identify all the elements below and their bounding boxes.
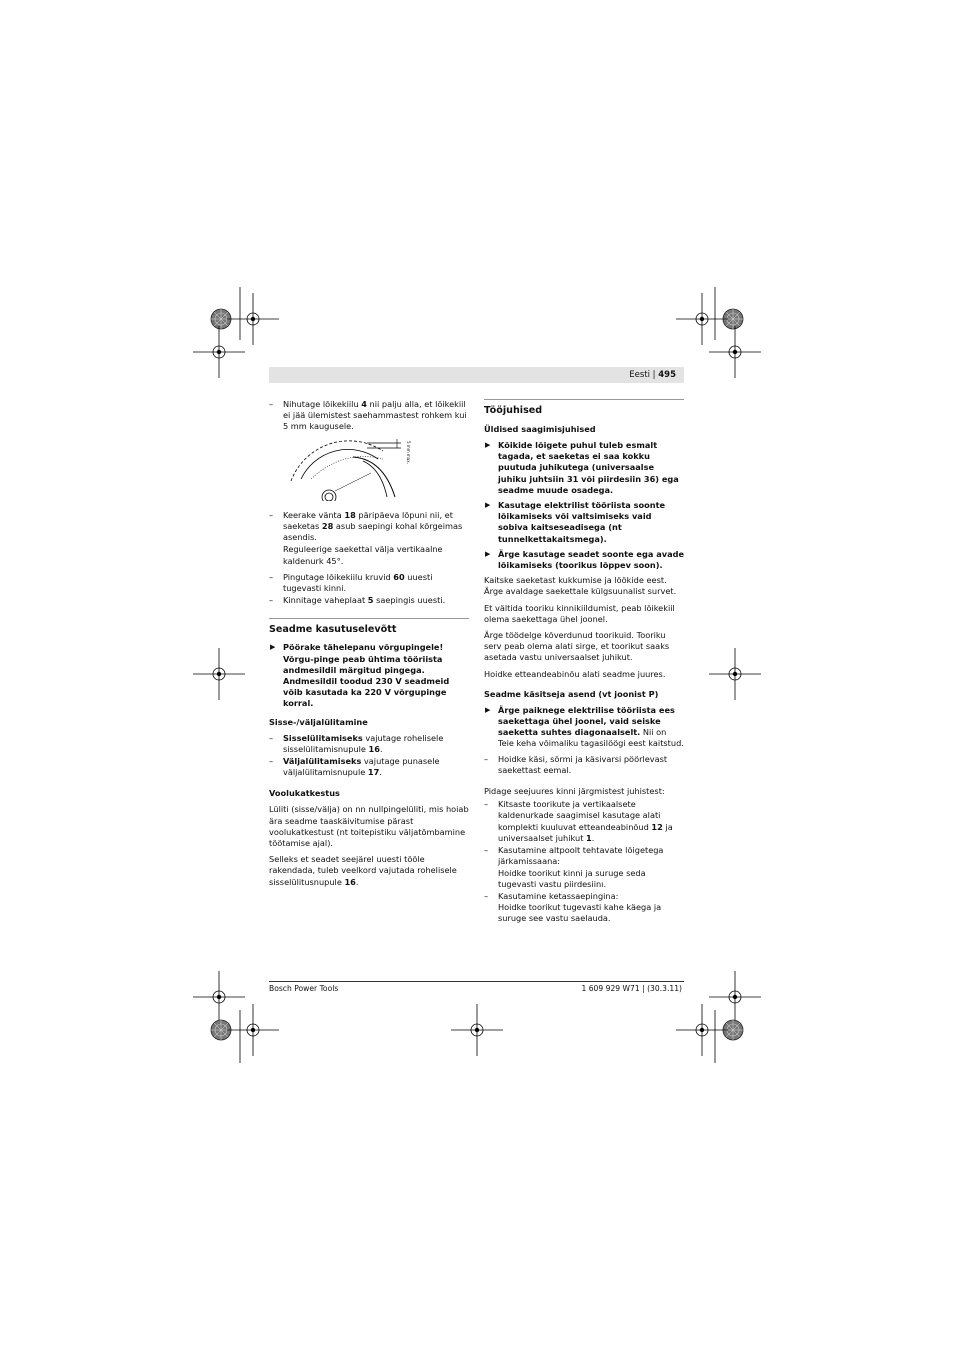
- work-paragraph-1: Kaitske saeketast kukkumise ja löökide eest. Ärge avaldage saekettale külgsuunalist survet.: [484, 575, 677, 597]
- hands-warning: ▶ Ärge paiknege elektrilise tööriista ees saekettaga ühel joonel, vaid seiske saeketta suhtes diagonaalselt. Nii on Teie keha võimaliku tagasilöögi eest kaitstud.: [484, 705, 684, 750]
- hands-keep-away: – Hoidke käsi, sõrmi ja käsivarsi pöörlevast saekettast eemal.: [484, 754, 684, 776]
- work-paragraph-4: Hoidke etteandeabinõu alati seadme juures.: [484, 668, 666, 679]
- page-footer: [269, 981, 684, 993]
- startup-voltage-warning: ▶ Pöörake tähelepanu võrgupingele! Võrgu-pinge peab ühtima tööriista andmesildil märgitud pingega. Andmesildil toodud 230 V seadmeid võib kasutada ka 220 V võrgupinge korral.: [269, 642, 469, 709]
- power-paragraph-1: Lüliti (sisse/välja) on nn nullpingelüliti, mis hoiab ära seadme taaskäivitumise pärast voolukatkestust (nt toitepistiku väljatõmbamine töötamise ajal).: [269, 804, 469, 849]
- switch-off-instruction: – Väljalülitamiseks vajutage punasele väljalülitamisnupule 17.: [269, 756, 469, 778]
- page-header: [269, 367, 684, 383]
- rules-intro: Pidage seejuures kinni järgmistest juhistest:: [484, 786, 665, 797]
- work-warning-3: ▶ Ärge kasutage seadet soonte ega avade lõikamiseks (toorikus lõppev soon).: [484, 549, 684, 571]
- work-paragraph-2: Et vältida tooriku kinnikiildumist, peab lõikekiil olema saekettaga ühel joonel.: [484, 602, 675, 624]
- section-work-heading: Tööjuhised: [484, 399, 684, 417]
- work-warning-1: ▶ Kõikide lõigete puhul tuleb esmalt tagada, et saeketas ei saa kokku puutuda juhikutega (universaalse juhiku juhtsiin 31 või piirdesiin 36) ega seadme muude osadega.: [484, 440, 684, 496]
- saw-blade-figure: [283, 439, 469, 504]
- sub-general-heading: Üldised saagimisjuhised: [484, 424, 596, 434]
- page-number: 495: [658, 370, 676, 380]
- sub-switch-heading: Sisse-/väljalülitamine: [269, 716, 368, 727]
- step-crank-note: Reguleerige saekettal välja vertikaalne kaldenurk 45°.: [283, 544, 443, 566]
- left-column: [269, 399, 469, 893]
- switch-on-instruction: – Sisselülitamiseks vajutage rohelisele sisselülitamisnupule 16.: [269, 733, 469, 755]
- saw-blade-diagram: [283, 439, 413, 501]
- figure-label: 5 mm max.: [406, 440, 411, 464]
- work-paragraph-3: Ärge töödelge kõverdunud toorikuid. Tooriku serv peab olema alati sirge, et toorikut saaks asetada vastu universaalset juhikut.: [484, 630, 670, 663]
- step-lower-riving-knife: – Nihutage lõikekiilu 4 nii palju alla, et lõikekiil ei jää ülemistest saehammastest rohkem kui 5 mm kaugusele.: [269, 399, 469, 433]
- sub-hands-heading: Seadme käsitseja asend (vt joonist P): [484, 688, 659, 699]
- work-warning-2: ▶ Kasutage elektrilist tööriista soonte lõikamiseks või valtsimiseks vaid sobiva kaitseseadisega (nt tunnelkettakaitsmega).: [484, 500, 684, 545]
- power-paragraph-2: Selleks et seadet seejärel uuesti tööle rakendada, tuleb veelkord vajutada rohelisele sisselülitusnupule 16.: [269, 854, 457, 887]
- sub-power-heading: Voolukatkestus: [269, 788, 340, 799]
- header-text: [629, 369, 676, 381]
- step-crank: – Keerake vänta 18 päripäeva lõpuni nii, et saeketas 28 asub saepingi kohal kõrgeimas asendis.: [269, 510, 469, 544]
- footer-doc-number: 1 609 929 W71 | (30.3.11): [581, 984, 682, 993]
- footer-brand: Bosch Power Tools: [269, 984, 339, 993]
- right-column: [484, 399, 684, 926]
- step-tighten-screws: – Pingutage lõikekiilu kruvid 60 uuesti tugevasti kinni.: [269, 572, 469, 594]
- section-startup-heading: Seadme kasutuselevõtt: [269, 618, 469, 636]
- rule-table-saw-use: – Kasutamine ketassaepingina: Hoidke toorikut tugevasti kahe käega ja suruge see vastu saelauda.: [484, 891, 684, 925]
- step-insert-plate: – Kinnitage vaheplaat 5 saepingis uuesti.: [269, 595, 469, 606]
- header-separator: |: [649, 370, 659, 380]
- rule-mitre-use: – Kasutamine altpoolt tehtavate lõigetega järkamissaana: Hoidke toorikut kinni ja suruge seda tugevasti vastu piirdesiinı.: [484, 845, 684, 890]
- header-language: Eesti: [629, 370, 650, 380]
- rule-narrow-workpieces: – Kitsaste toorikute ja vertikaalsete kaldenurkade saagimisel kasutage alati komplekti kuuluvat etteandeabinõud 12 ja universaalset juhikut 1.: [484, 799, 684, 844]
